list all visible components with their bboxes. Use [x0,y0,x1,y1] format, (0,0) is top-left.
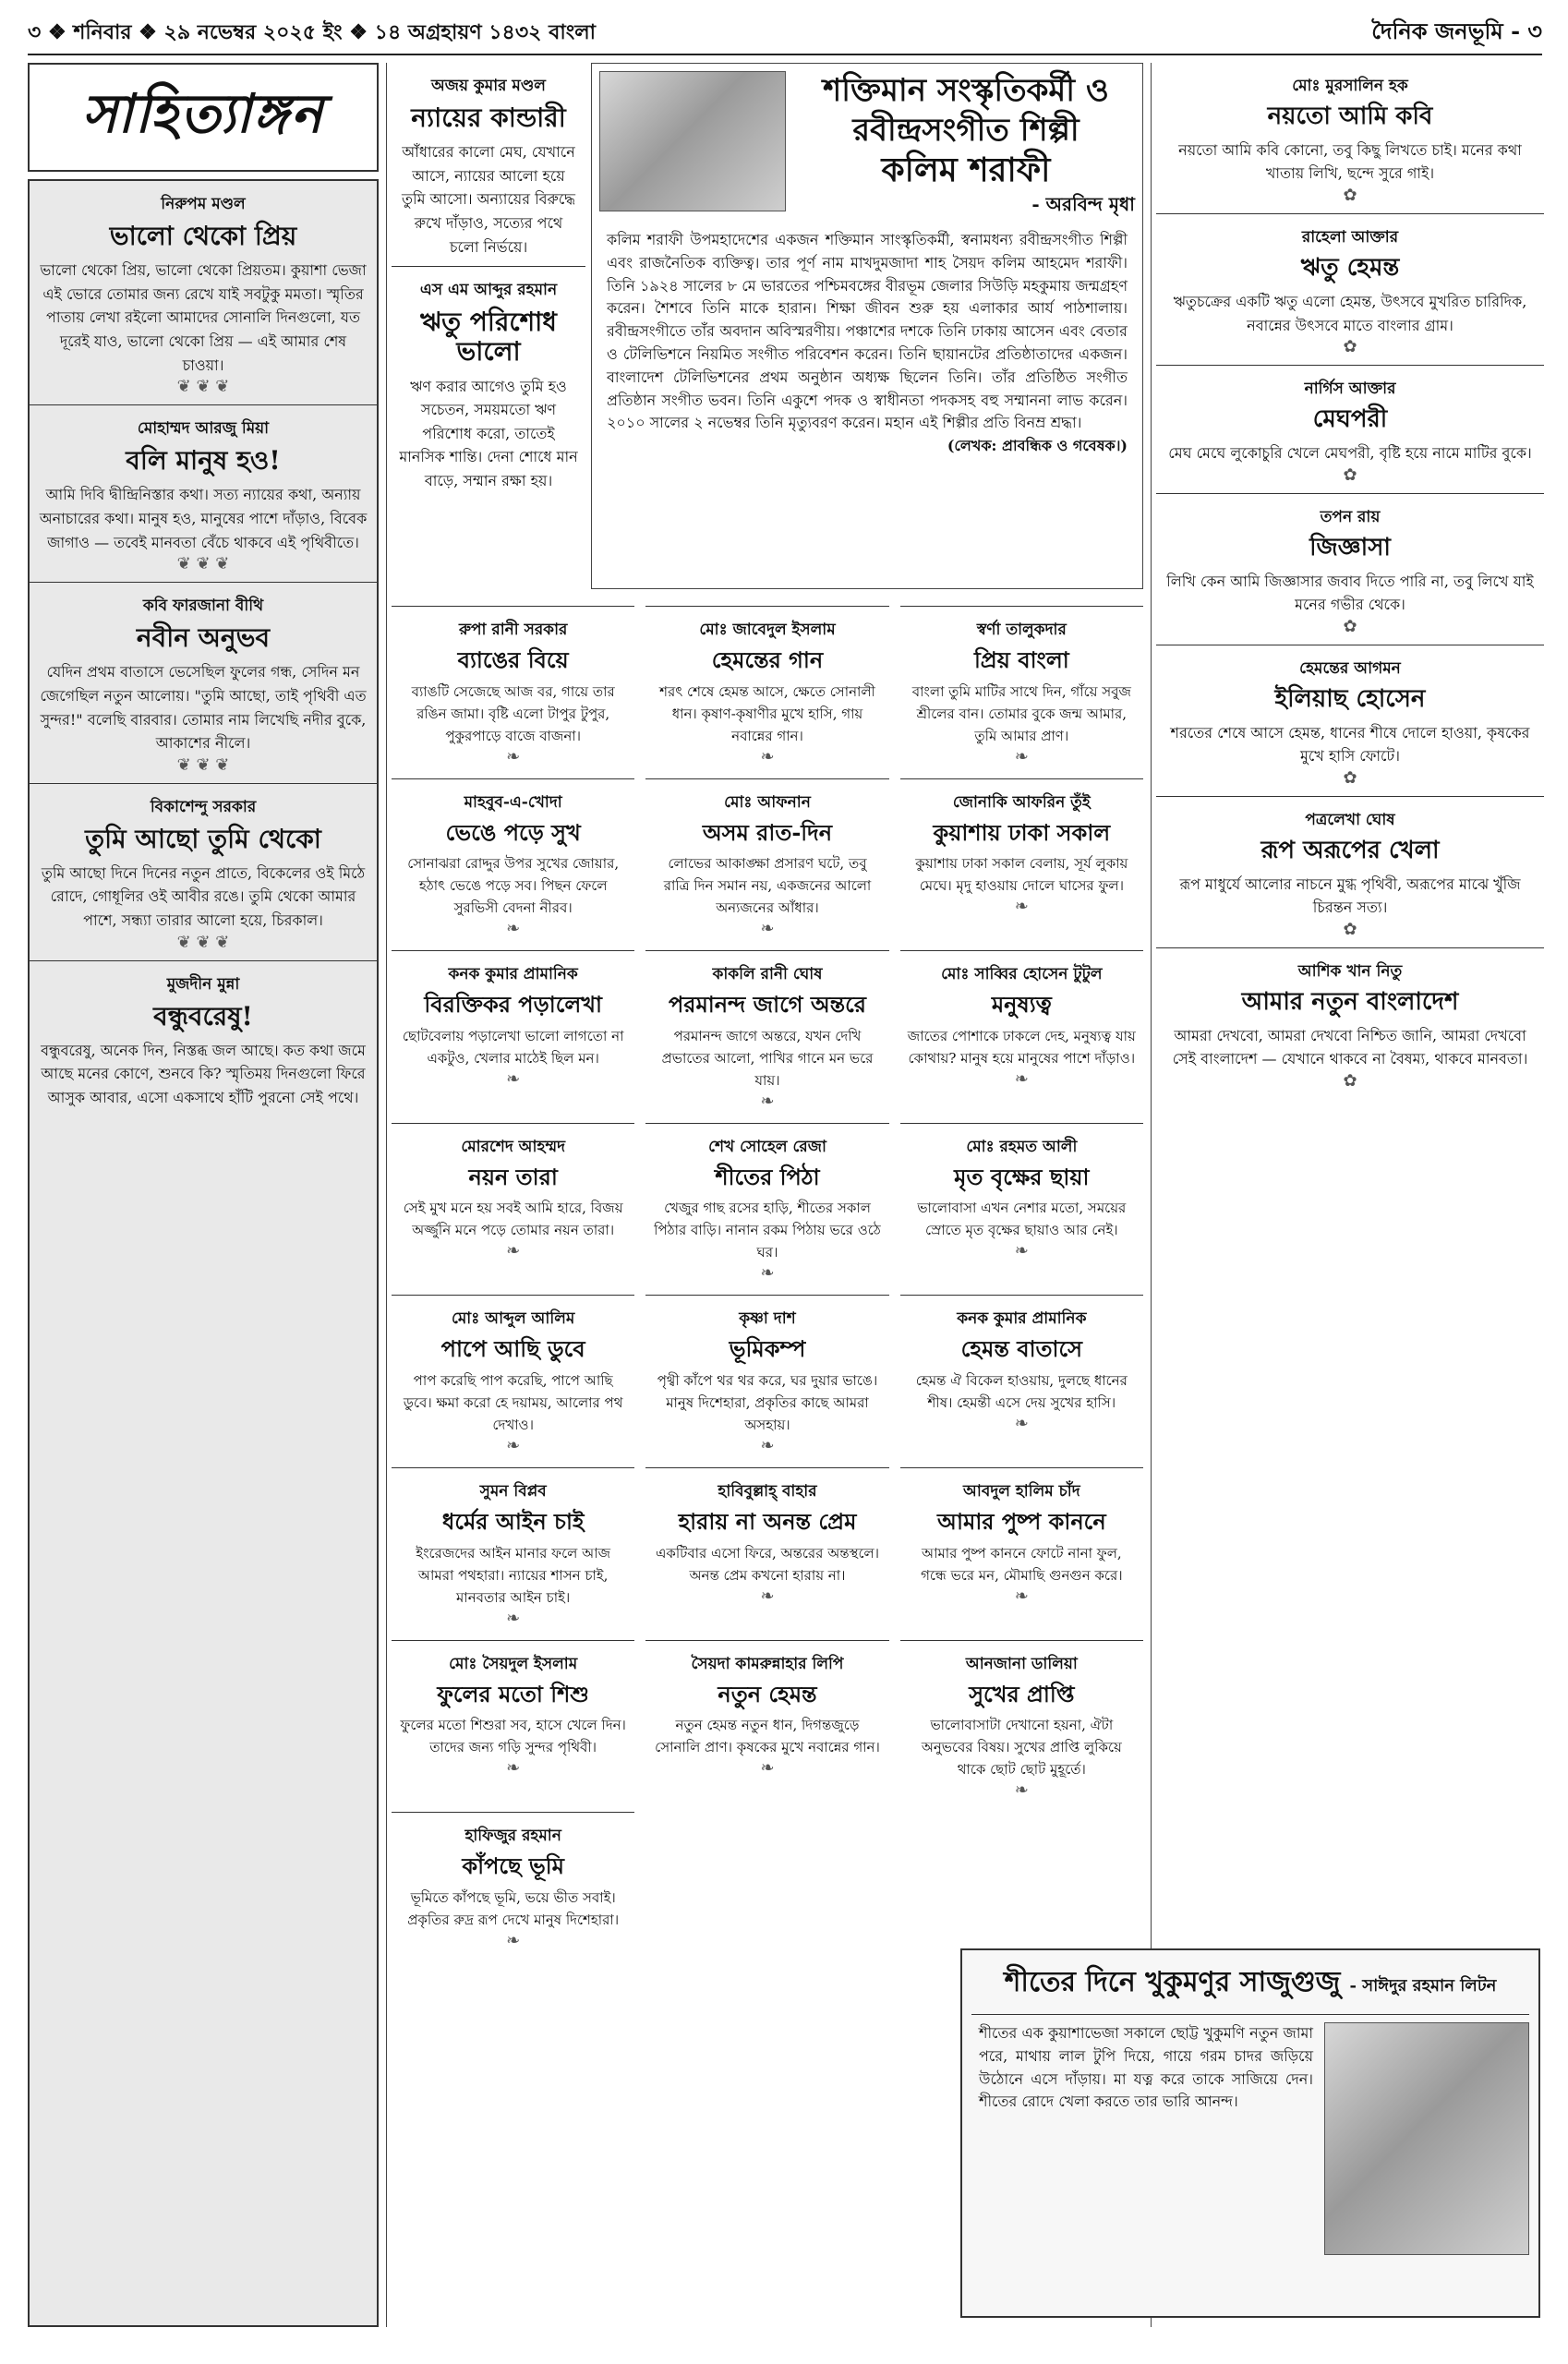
ornament-icon: ❧ [760,746,775,766]
poem-title: ফুলের মতো শিশু [437,1680,589,1707]
ornament-icon: ✿ [1343,919,1357,939]
poem-title: আমার পুষ্প কাননে [937,1507,1106,1535]
poem-item [30,416,377,574]
poem-author: এস এম আব্দুর রহমান [419,281,558,300]
ornament-icon: ❧ [506,1241,521,1261]
poem-text: বাংলা তুমি মাটির সাথে দিন, গাঁয়ে সবুজ শ্রীলের বান। তোমার বুকে জন্ম আমার, তুমি আমার প্রাণ। [911,682,1131,744]
poem-item [1156,493,1544,637]
poem-text: ভূমিতে কাঁপছে ভূমি, ভয়ে ভীত সবাই। প্রকৃতির রুদ্র রূপ দেখে মানুষ দিশেহারা। [407,1888,620,1928]
poem-title: তুমি আছো তুমি থেকো [85,823,321,854]
poem-title: কাঁপছে ভূমি [462,1852,564,1880]
poem-text: ব্যাঙটি সেজেছে আজ বর, গায়ে তার রঙিন জামা। বৃষ্টি এলো টাপুর টুপুর, পুকুরপাড়ে বাজে বাজনা। [411,682,615,744]
left-column [28,179,379,2327]
poem-author: হাফিজুর রহমান [464,1827,561,1846]
poem-title: নবীন অনুভব [136,622,271,654]
poem-item [392,1460,634,1629]
middle-top-column [392,63,585,489]
poem-title: ভেঙে পড়ে সুখ [445,818,581,846]
poem-item [30,192,377,397]
poem-item [392,1804,634,1951]
ornament-icon: ❧ [506,919,521,939]
ornament-icon: ❧ [506,1608,521,1628]
poem-text: মেঘ মেঘে লুকোচুরি খেলে মেঘপরী, বৃষ্টি হয়ে নামে মাটির বুকে। [1168,444,1532,463]
ornament-icon: ❧ [1014,897,1029,917]
poem-item [1156,796,1544,940]
poem-author: কবি ফারজানা বীথি [142,597,264,616]
poem-text: লিখি কেন আমি জিজ্ঞাসার জবাব দিতে পারি না, তবু লিখে যাই মনের গভীর থেকে। [1166,572,1534,614]
ornament-icon: ✿ [1343,337,1357,357]
feature-headline-2: রবীন্দ্রসংগীত শিল্পী [852,111,1080,149]
ornament-icon: ❧ [1014,1241,1029,1261]
poem-item [1156,74,1544,206]
poem-author: মোহাম্মদ আরজু মিয়া [137,419,270,439]
ornament-icon: ❧ [760,919,775,939]
poem-text: ঋতুচক্রের একটি ঋতু এলো হেমন্ত, উৎসবে মুখরিত চারিদিক, নবান্নের উৎসবে মাতে বাংলার গ্রাম। [1173,292,1527,334]
poem-author: মোঃ রহমত আলী [966,1137,1078,1156]
poem-item [645,943,888,1112]
poem-title: হেমন্তের গান [711,646,824,673]
poem-text: হেমন্ত ঐ বিকেল হাওয়ায়, দুলছে ধানের শীষ। হেমন্তী এসে দেয় সুখের হাসি। [915,1371,1128,1411]
poem-item [645,1633,888,1802]
poem-text: আমার পুষ্প কাননে ফোটে নানা ফুল, গন্ধে ভরে মন, মৌমাছি গুনগুন করে। [921,1544,1123,1584]
poem-item [645,1116,888,1285]
ornament-icon: ❧ [760,1758,775,1779]
poem-author: মোরশেদ আহম্মদ [461,1137,565,1156]
poem-title: বিরক্তিকর পড়ালেখা [424,991,602,1019]
poem-author: হেমন্তের আগমন [1299,658,1401,678]
poem-text: কুয়াশায় ঢাকা সকাল বেলায়, সূর্য লুকায় মেঘে। মৃদু হাওয়ায় দোলে ঘাসের ফুল। [915,855,1128,895]
poem-title: হেমন্ত বাতাসে [960,1335,1082,1363]
feature-body: কলিম শরাফী উপমহাদেশের একজন শক্তিমান সাংস্কৃতিকর্মী, স্বনামধন্য রবীন্দ্রসংগীত শিল্পী এবং রাজনৈতিক ব্যক্তিত্ব। তার পূর্ণ নাম মাখদুমজাদা শাহ সৈয়দ কলিম আহমেদ শরাফী। তিনি ১৯২৪ সালের ৮ মে ভারতের পশ্চিমবঙ্গের বীরভূম জেলার সিউড়ি মহকুমায় জন্মগ্রহণ করেন। শৈশবে তিনি মাকে হারান। শিক্ষা জীবন শুরু হয় এলাকার আর্য পাঠশালায়। রবীন্দ্রসংগীতে তাঁর অবদান অবিস্মরণীয়। পঞ্চাশের দশকে তিনি ঢাকায় আসেন এবং বেতার ও টেলিভিশনে নিয়মিত সংগীত পরিবেশন করেন। তিনি ছায়ানটের প্রতিষ্ঠাতাদের একজন। বাংলাদেশ টেলিভিশনের প্রথম অনুষ্ঠান অধ্যক্ষ ছিলেন তিনি। তাঁর প্রতিষ্ঠিত সংগীত প্রতিষ্ঠান সংগীত ভবন। তিনি একুশে পদক ও স্বাধীনতা পদকসহ বহু সম্মাননা লাভ করেন। ২০১০ সালের ২ নভেম্বর তিনি মৃত্যুবরণ করেন। মহান এই শিল্পীর প্রতি বিনম্র শ্রদ্ধা। [607,231,1128,432]
poem-text: পৃথ্বী কাঁপে থর থর করে, ঘর দুয়ার ভাঙে। মানুষ দিশেহারা, প্রকৃতির কাছে আমরা অসহায়। [657,1371,878,1433]
poem-item [645,771,888,940]
poem-text: শরৎ শেষে হেমন্ত আসে, ক্ষেতে সোনালী ধান। কৃষাণ-কৃষাণীর মুখে হাসি, গায় নবান্নের গান। [659,682,875,744]
poem-title: হারায় না অনন্ত প্রেম [678,1507,857,1535]
poem-title: শীতের পিঠা [715,1163,820,1190]
newspaper-brand: দৈনিক জনভূমি - ৩ [1371,18,1542,44]
feature-note: (লেখক: প্রাবন্ধিক ও গবেষক।) [947,437,1128,455]
poem-item [900,1633,1143,1802]
poem-item [900,1287,1143,1456]
ornament-icon: ❧ [1014,746,1029,766]
poem-author: মোঃ মুরসালিন হক [1292,77,1408,95]
poem-text: ভালোবাসাটা দেখানো হয়না, ঐটা অনুভবের বিষয়। সুখের প্রাপ্তি লুকিয়ে থাকে ছোট ছোট মুহূর্তে। [921,1717,1122,1779]
poem-author: অজয় কুমার মণ্ডল [431,77,546,95]
poem-author: স্বর্ণা তালুকদার [976,621,1067,639]
poem-text: নতুন হেমন্ত নতুন ধান, দিগন্তজুড়ে সোনালি প্রাণ। কৃষকের মুখে নবান্নের গান। [655,1717,880,1756]
poem-title: ঋতু হেমন্ত [1300,254,1400,283]
poem-item [392,1116,634,1285]
poem-author: কৃষ্ণা দাশ [739,1309,796,1329]
poem-item [645,1460,888,1629]
bottom-feature-byline: - সাঈদুর রহমান লিটন [1349,1976,1497,1996]
poem-title: বলি মানুষ হও! [126,445,281,476]
poem-item [392,943,634,1112]
poem-author: সুমন বিপ্লব [479,1481,547,1501]
ornament-icon: ❧ [1014,1586,1029,1606]
ornament-icon: ❧ [760,1435,775,1455]
ornament-icon: ❦ ❦ ❦ [176,932,230,952]
poem-item [1156,947,1544,1092]
feature-article [591,63,1143,589]
poem-author: মাহবুব-এ-খোদা [464,792,562,812]
ornament-icon: ❦ ❦ ❦ [176,754,230,775]
ornament-icon: ✿ [1343,464,1357,485]
ornament-icon: ❧ [506,1758,521,1779]
poem-item [392,771,634,940]
poem-title: সুখের প্রাপ্তি [969,1680,1075,1707]
section-banner [28,63,379,172]
poem-title: ন্যায়ের কান্ডারী [411,103,566,133]
poem-author: মোঃ আফনান [724,792,811,812]
poem-item [392,74,585,259]
poem-author: মোঃ সৈয়দুল ইসলাম [449,1654,578,1673]
ornament-icon: ✿ [1343,767,1357,788]
poem-text: খেজুর গাছ রসের হাড়ি, শীতের সকাল পিঠার বাড়ি। নানান রকম পিঠায় ভরে ওঠে ঘর। [654,1200,881,1261]
poem-title: নতুন হেমন্ত [718,1680,817,1707]
poem-author: শেখ সোহেল রেজা [708,1137,826,1156]
poem-text: বন্ধুবরেষু, অনেক দিন, নিস্তব্ধ জল আছে। কত কথা জমে আছে মনের কোণে, শুনবে কি? স্মৃতিময় দিনগুলো ফিরে আসুক আবার, এসো একসাথে হাঁটি পুরনো সেই পথে। [41,1041,366,1107]
ornament-icon: ❧ [760,1586,775,1606]
ornament-icon: ✿ [1343,1070,1357,1091]
feature-byline: - অরবিন্দ মৃধা [1031,193,1135,215]
poem-item [30,594,377,776]
poem-author: হাবিবুল্লাহ্ বাহার [718,1481,817,1501]
poem-item [900,771,1143,940]
poem-author: রাহেলা আক্তার [1301,228,1399,247]
poem-title: ঋতু পরিশোধ ভালো [420,307,557,368]
poem-author: রুপা রানী সরকার [458,621,568,639]
poem-title: প্রিয় বাংলা [973,646,1069,673]
poem-text: শরতের শেষে আসে হেমন্ত, ধানের শীষে দোলে হাওয়া, কৃষকের মুখে হাসি ফোটে। [1170,723,1530,766]
poem-text: ভালো থেকো প্রিয়, ভালো থেকো প্রিয়তম। কুয়াশা ভেজা এই ভোরে তোমার জন্য রেখে যাই সবটুকু মমতা। স্মৃতির পাতায় লেখা রইলো আমাদের সোনালি দিনগুলো, যত দূরেই যাও, ভালো থেকো প্রিয় — এই আমার শেষ চাওয়া। [40,261,367,374]
poem-author: কনক কুমার প্রামানিক [448,965,578,984]
poem-author: নার্গিস আক্তার [1304,380,1396,399]
poem-title: নয়ন তারা [468,1163,558,1190]
header-date: ৩ ❖ শনিবার ❖ ২৯ নভেম্বর ২০২৫ ইং ❖ ১৪ অগ্রহায়ণ ১৪৩২ বাংলা [28,20,596,44]
poem-item [645,598,888,767]
poem-text: ঋণ করার আগেও তুমি হও সচেতন, সময়মতো ঋণ পরিশোধ করো, তাতেই মানসিক শান্তি। দেনা শোধে মান বাড়ে, সম্মান রক্ষা হয়। [399,377,578,489]
poem-author: জোনাকি আফরিন তুঁই [952,792,1091,812]
poem-title: কুয়াশায় ঢাকা সকাল [933,818,1111,846]
poem-author: সৈয়দা কামরুন্নাহার লিপি [691,1654,844,1673]
ornament-icon: ❧ [506,746,521,766]
poem-author: আশিক খান নিতু [1297,961,1403,981]
poem-author: মোঃ সাব্বির হোসেন টুটুল [941,965,1103,984]
poem-author: মোঃ জাবেদুল ইসলাম [699,621,836,639]
poem-author: তপন রায় [1320,507,1381,526]
poem-text: একটিবার এসো ফিরে, অন্তরের অন্তস্থলে। অনন্ত প্রেম কখনো হারায় না। [655,1544,880,1584]
poem-title: জিজ্ঞাসা [1309,533,1391,561]
poem-item [900,1116,1143,1285]
poem-title: ব্যাঙের বিয়ে [457,646,569,673]
poem-author: পত্রলেখা ঘোষ [1305,810,1395,829]
right-column [1156,63,1544,1910]
feature-photo [599,71,786,211]
poem-title: নয়তো আমি কবি [1267,103,1433,130]
ornament-icon: ❦ ❦ ❦ [176,377,230,397]
child-photo [1324,2022,1529,2255]
feature-headline-1: শক্তিমান সংস্কৃতিকর্মী ও [823,72,1109,109]
poem-item [30,972,377,1110]
poem-author: বিকাশেন্দু সরকার [150,797,257,816]
poem-item [392,598,634,767]
poem-item [392,278,585,492]
poem-item [900,598,1143,767]
ornament-icon: ✿ [1343,186,1357,206]
poem-author: কনক কুমার প্রামানিক [957,1309,1087,1329]
poem-text: নয়তো আমি কবি কোনো, তবু কিছু লিখতে চাই। মনের কথা খাতায় লিখি, ছন্দে সুরে গাই। [1178,140,1522,183]
poem-item [392,1633,634,1802]
poem-text: আমরা দেখবো, আমরা দেখবো নিশ্চিত জানি, আমরা দেখবো সেই বাংলাদেশ — যেখানে থাকবে না বৈষম্য, থাকবে মানবতা। [1172,1026,1528,1068]
poem-text: জাতের পোশাকে ঢাকলে দেহ, মনুষ্যত্ব যায় কোথায়? মানুষ হয়ে মানুষের পাশে দাঁড়াও। [907,1027,1136,1067]
poem-text: লোভের আকাঙ্ক্ষা প্রসারণ ঘটে, তবু রাত্রি দিন সমান নয়, একজনের আলো অন্যজনের আঁধার। [663,855,872,917]
poem-text: রূপ মাধুর্যে আলোর নাচনে মুগ্ধ পৃথিবী, অরূপের মাঝে খুঁজি চিরন্তন সত্য। [1179,874,1521,917]
poem-title: আমার নতুন বাংলাদেশ [1241,987,1459,1016]
bottom-feature [960,1948,1540,2318]
poem-author: মুজদীন মুন্না [166,974,240,994]
poem-author: আনজানা ডালিয়া [965,1654,1078,1673]
poem-title: ধর্মের আইন চাই [441,1507,585,1535]
poem-text: ভালোবাসা এখন নেশার মতো, সময়ের স্রোতে মৃত বৃক্ষের ছায়াও আর নেই। [917,1200,1127,1239]
poem-title: মেঘপরী [1312,405,1388,434]
poem-item [900,943,1143,1112]
poem-author: মোঃ আব্দুল আলিম [451,1309,575,1329]
poem-item [1156,365,1544,485]
poem-text: আঁধারের কালো মেঘ, যেখানে আসে, ন্যায়ের আলো হয়ে তুমি আসো। অন্যায়ের বিরুদ্ধে রুখে দাঁড়াও, সত্যের পথে চলো নির্ভয়ে। [401,143,575,256]
poem-text: পাপ করেছি পাপ করেছি, পাপে আছি ডুবে। ক্ষমা করো হে দয়াময়, আলোর পথ দেখাও। [403,1371,623,1433]
poem-title: ভূমিকম্প [729,1335,806,1363]
poem-title: মৃত বৃক্ষের ছায়া [954,1163,1090,1190]
poem-title: ইলিয়াছ হোসেন [1274,684,1426,713]
poem-title: ভালো থেকো প্রিয় [109,221,297,251]
poem-text: যেদিন প্রথম বাতাসে ভেসেছিল ফুলের গন্ধ, সেদিন মন জেগেছিল নতুন আলোয়। "তুমি আছো, তাই পৃথিবী এত সুন্দর!" বলেছি বারবার। তোমার নাম লিখেছি নদীর বুকে, আকাশের নীলে। [40,663,367,753]
ornament-icon: ❧ [1014,1413,1029,1433]
poem-author: আবদুল হালিম চাঁদ [963,1481,1080,1501]
poem-title: পরমানন্দ জাগে অন্তরে [668,991,867,1019]
bottom-feature-title: শীতের দিনে খুকুমণুর সাজুগুজু [1004,1966,1341,1998]
ornament-icon: ❦ ❦ ❦ [176,554,230,574]
poem-text: ইংরেজদের আইন মানার ফলে আজ আমরা পথহারা। ন্যায়ের শাসন চাই, মানবতার আইন চাই। [416,1544,611,1606]
ornament-icon: ✿ [1343,616,1357,636]
poem-item [900,1460,1143,1629]
ornament-icon: ❧ [506,1930,521,1950]
feature-headline-3: কলিম শরাফী [881,151,1051,189]
poem-text: তুমি আছো দিনে দিনের নতুন প্রাতে, বিকেলের ওই মিঠে রোদে, গোধূলির ওই আবীর রঙে। তুমি থেকো আমার পাশে, সন্ধ্যা তারার আলো হয়ে, চিরকাল। [41,863,366,930]
poem-item [392,1287,634,1456]
poem-text: সোনাঝরা রোদ্দুর উপর সুখের জোয়ার, হঠাৎ ভেঙে পড়ে সব। পিছন ফেলে সুরভিসী বেদনা নীরব। [407,855,620,917]
ornament-icon: ❧ [506,1068,521,1089]
poem-author: কাকলি রানী ঘোষ [712,965,823,984]
poem-text: আমি দিবি দ্বীন্দ্রিনিস্তার কথা। সত্য ন্যায়ের কথা, অন্যায় অনাচারের কথা। মানুষ হও, মানুষের পাশে দাঁড়াও, বিবেক জাগাও — তবেই মানবতা বেঁচে থাকবে এই পৃথিবীতে। [39,486,368,551]
poem-text: ফুলের মতো শিশুরা সব, হাসে খেলে দিন। তাদের জন্য গড়ি সুন্দর পৃথিবী। [400,1717,626,1756]
poem-text: সেই মুখ মনে হয় সবই আমি হারে, বিজয় অর্জ্জুনি মনে পড়ে তোমার নয়ন তারা। [403,1200,623,1239]
poem-title: পাপে আছি ডুবে [440,1335,585,1363]
poem-title: বন্ধুবরেষু! [153,1000,253,1031]
poem-title: মনুষ্যত্ব [991,991,1052,1019]
poem-item [1156,213,1544,357]
page-header [28,0,1542,55]
bottom-feature-body: শীতের এক কুয়াশাভেজা সকালে ছোট্ট খুকুমণি নতুন জামা পরে, মাথায় লাল টুপি দিয়ে, গায়ে গরম চাদর জড়িয়ে উঠোনে এসে দাঁড়ায়। মা যত্ন করে তাকে সাজিয়ে দেন। শীতের রোদে খেলা করতে তার ভারি আনন্দ। [979,2024,1313,2111]
poem-text: ছোটবেলায় পড়ালেখা ভালো লাগতো না একটুও, খেলার মাঠেই ছিল মন। [402,1027,624,1067]
poem-title: রূপ অরূপের খেলা [1260,836,1440,864]
poem-title: অসম রাত-দিন [702,818,833,846]
poem-author: নিরুপম মণ্ডল [161,195,246,213]
section-title: সাহিত্যাঙ্গন [81,81,325,145]
poem-item [1156,645,1544,789]
poem-item [30,795,377,953]
ornament-icon: ❧ [506,1435,521,1455]
poem-text: পরমানন্দ জাগে অন্তরে, যখন দেখি প্রভাতের আলো, পাখির গানে মন ভরে যায়। [661,1027,874,1089]
ornament-icon: ❧ [1014,1780,1029,1801]
ornament-icon: ❧ [760,1091,775,1111]
ornament-icon: ❧ [760,1263,775,1284]
ornament-icon: ❧ [1014,1068,1029,1089]
poem-item [645,1287,888,1456]
